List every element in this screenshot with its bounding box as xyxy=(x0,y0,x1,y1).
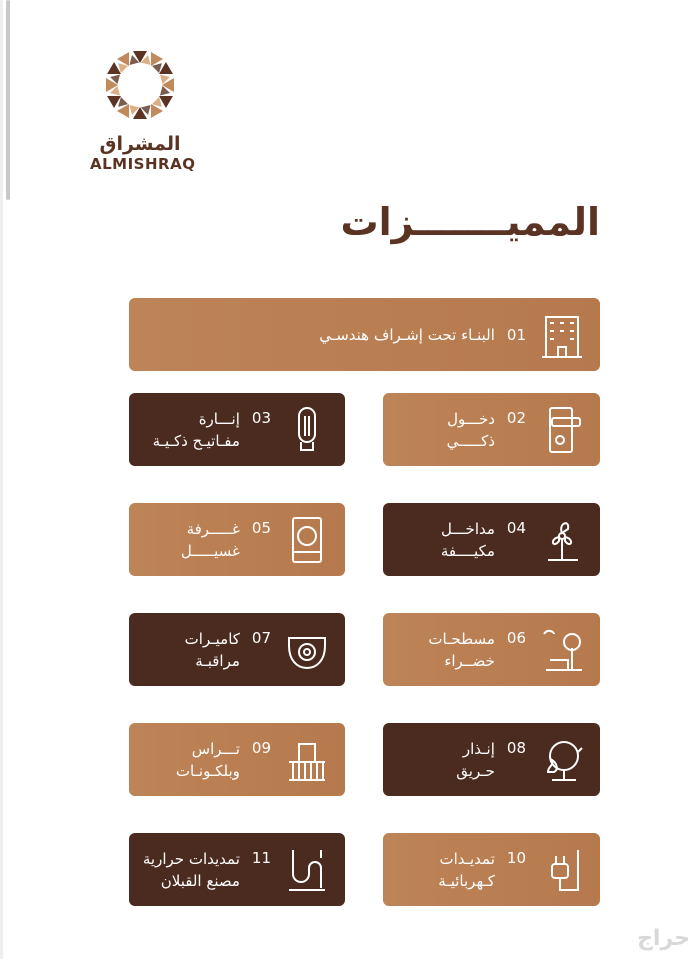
feature-number: 07 xyxy=(251,629,271,647)
brand-name-en: ALMISHRAQ xyxy=(90,155,196,173)
feature-label-line2: مراقبـة xyxy=(195,651,240,670)
feature-label-line1: مسطحـات xyxy=(428,629,495,648)
feature-card-11 xyxy=(129,833,345,906)
building-icon xyxy=(538,309,586,361)
feature-card-02 xyxy=(383,393,600,466)
feature-number: 01 xyxy=(506,325,526,344)
feature-label-line2: غسيـــــل xyxy=(180,541,240,560)
feature-number: 02 xyxy=(506,409,526,427)
feature-number: 06 xyxy=(506,629,526,647)
feature-card-05 xyxy=(129,503,345,576)
feature-label-line2: مفـاتيـح ذكـيـة xyxy=(152,431,240,450)
feature-card-07 xyxy=(129,613,345,686)
feature-label-line2: مصنع القبلان xyxy=(160,871,240,890)
feature-label-line1: البنـاء تحت إشـراف هندسـي xyxy=(319,325,495,344)
scrollbar[interactable] xyxy=(6,0,10,200)
brand-name-ar: المشراق xyxy=(99,133,181,155)
feature-label-line1: كاميـرات xyxy=(184,629,240,648)
feature-label-line2: مكيــــفة xyxy=(440,541,495,560)
page-edge xyxy=(0,0,3,959)
washing-machine-icon xyxy=(283,514,331,566)
brand-logo xyxy=(90,45,196,173)
feature-label-line2: حـريق xyxy=(456,761,495,780)
sun-logo-icon xyxy=(100,45,180,125)
feature-label-line1: مداخـــل xyxy=(441,519,495,538)
feature-card-01 xyxy=(129,298,600,371)
feature-number: 05 xyxy=(251,519,271,537)
fire-alarm-icon xyxy=(538,734,586,786)
feature-label-line2: خضــراء xyxy=(444,651,495,670)
feature-number: 11 xyxy=(251,849,271,867)
light-bulb-icon xyxy=(283,404,331,456)
fan-icon xyxy=(538,514,586,566)
feature-number: 10 xyxy=(506,849,526,867)
feature-card-03 xyxy=(129,393,345,466)
feature-number: 04 xyxy=(506,519,526,537)
feature-card-06 xyxy=(383,613,600,686)
feature-label-line1: تمديدات حرارية xyxy=(142,849,240,868)
feature-label-line1: غـــــرفة xyxy=(186,519,240,538)
feature-number: 03 xyxy=(251,409,271,427)
feature-card-04 xyxy=(383,503,600,576)
feature-card-08 xyxy=(383,723,600,796)
feature-card-09 xyxy=(129,723,345,796)
balcony-icon xyxy=(283,734,331,786)
feature-card-10 xyxy=(383,833,600,906)
feature-label-line2: كـهربائيـة xyxy=(438,871,495,890)
electric-plug-icon xyxy=(538,844,586,896)
feature-label-line1: إنـــارة xyxy=(198,409,240,428)
feature-label-line1: إنـذار xyxy=(462,739,495,758)
park-icon xyxy=(538,624,586,676)
page-title: المميـــــــزات xyxy=(340,200,600,244)
feature-label-line1: تـــراس xyxy=(191,739,240,758)
feature-label-line1: دخـــول xyxy=(447,409,495,428)
feature-label-line1: تمديـدات xyxy=(439,849,495,868)
feature-label-line2: ذكـــــي xyxy=(446,431,495,450)
pipe-icon xyxy=(283,844,331,896)
feature-number: 09 xyxy=(251,739,271,757)
camera-icon xyxy=(283,624,331,676)
watermark: حراج xyxy=(637,926,690,951)
feature-number: 08 xyxy=(506,739,526,757)
feature-label-line2: وبلكـونـات xyxy=(175,761,240,780)
smart-lock-icon xyxy=(538,404,586,456)
